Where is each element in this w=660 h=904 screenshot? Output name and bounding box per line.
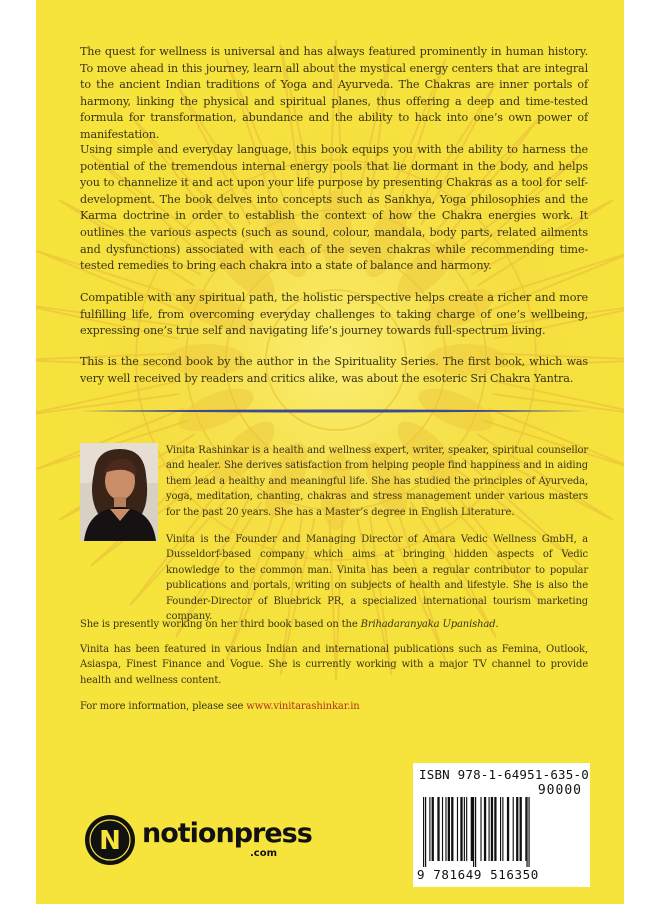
author-portrait-icon	[80, 443, 158, 541]
book-title-reference: Brihadaranyaka Upanishad	[360, 619, 496, 630]
section-divider	[80, 408, 588, 414]
author-bio-3-suffix: .	[495, 619, 499, 630]
description-paragraph-1: The quest for wellness is universal and has always featured prominently in human history. To move ahead in this journey, learn all about the mystical energy centers that are integral to the ancient Indian traditions of Yoga and Ayurveda. The Chakras are inner portals of harmony, linking the physical and spiritual planes, thus offering a deep and time-tested formula for transformation, abundance and the ability to hack into one’s own power of manifestation.	[80, 45, 588, 141]
more-info-line	[80, 699, 588, 714]
author-bio-3-prefix: She is presently working on her third book based on the	[80, 619, 361, 630]
author-bio-1: Vinita Rashinkar is a health and wellness expert, writer, speaker, spiritual counsellor and healer. She derives satisfaction from helping people find happiness and in aiding them lead a healthy and meaningful life. She has studied the principles of Ayurveda, yoga, meditation, chanting, chakras and stress management under various masters for the past 20 years. She has a Master’s degree in English Literature.	[166, 445, 588, 518]
isbn-barcode-box	[413, 763, 590, 887]
description-paragraph-3: Compatible with any spiritual path, the holistic perspective helps create a richer and more fulfilling life, from overcoming everyday challenges to taking charge of one’s wellbeing, expressing one’s true self and navigating life’s journey towards full-spectrum living.	[80, 291, 588, 338]
barcode-icon	[421, 797, 583, 867]
book-back-cover	[36, 0, 624, 904]
publisher-name: notionpress	[142, 818, 312, 849]
more-info-prefix: For more information, please see	[80, 701, 247, 712]
logo-letter: N	[99, 826, 121, 856]
price-code: 90000	[537, 783, 582, 798]
publisher-domain: .com	[250, 848, 278, 859]
author-website-link[interactable]: www.vinitarashinkar.in	[246, 701, 360, 712]
notionpress-logo-icon	[84, 814, 136, 866]
author-bio-4: Vinita has been featured in various Indian and international publications such as Femina, Outlook, Asiaspa, Finest Finance and Vogue. She is currently working with a major TV channel to provide health and wellness content.	[80, 644, 588, 686]
publisher-logo	[84, 806, 312, 866]
author-photo	[80, 443, 158, 541]
ean-digits: 9 781649 516350	[417, 867, 539, 882]
isbn-number: ISBN 978-1-64951-635-0	[419, 767, 589, 782]
author-bio-3	[80, 617, 588, 632]
description-paragraph-4: This is the second book by the author in the Spirituality Series. The first book, which was very well received by readers and critics alike, was about the esoteric Sri Chakra Yantra.	[80, 355, 588, 385]
author-bio-2: Vinita is the Founder and Managing Director of Amara Vedic Wellness GmbH, a Dusseldorf-based company which aims at bringing hidden aspects of Vedic knowledge to the common man. Vinita has been a regular contributor to popular publications and portals, writing on subjects of health and lifestyle. She is also the Founder-Director of Bluebrick PR, a specialized international tourism marketing company.	[166, 534, 588, 623]
description-paragraph-2: Using simple and everyday language, this book equips you with the ability to harness the potential of the tremendous internal energy pools that lie dormant in the body, and helps you to channelize it and act upon your life purpose by presenting Chakras as a tool for self-development. The book delves into concepts such as Sankhya, Yoga philosophies and the Karma doctrine in order to establish the context of how the Chakra energies work. It outlines the various aspects (such as sound, colour, mandala, body parts, related ailments and dysfunctions) associated with each of the seven chakras while recommending time-tested remedies to bring each chakra into a state of balance and harmony.	[80, 143, 588, 273]
